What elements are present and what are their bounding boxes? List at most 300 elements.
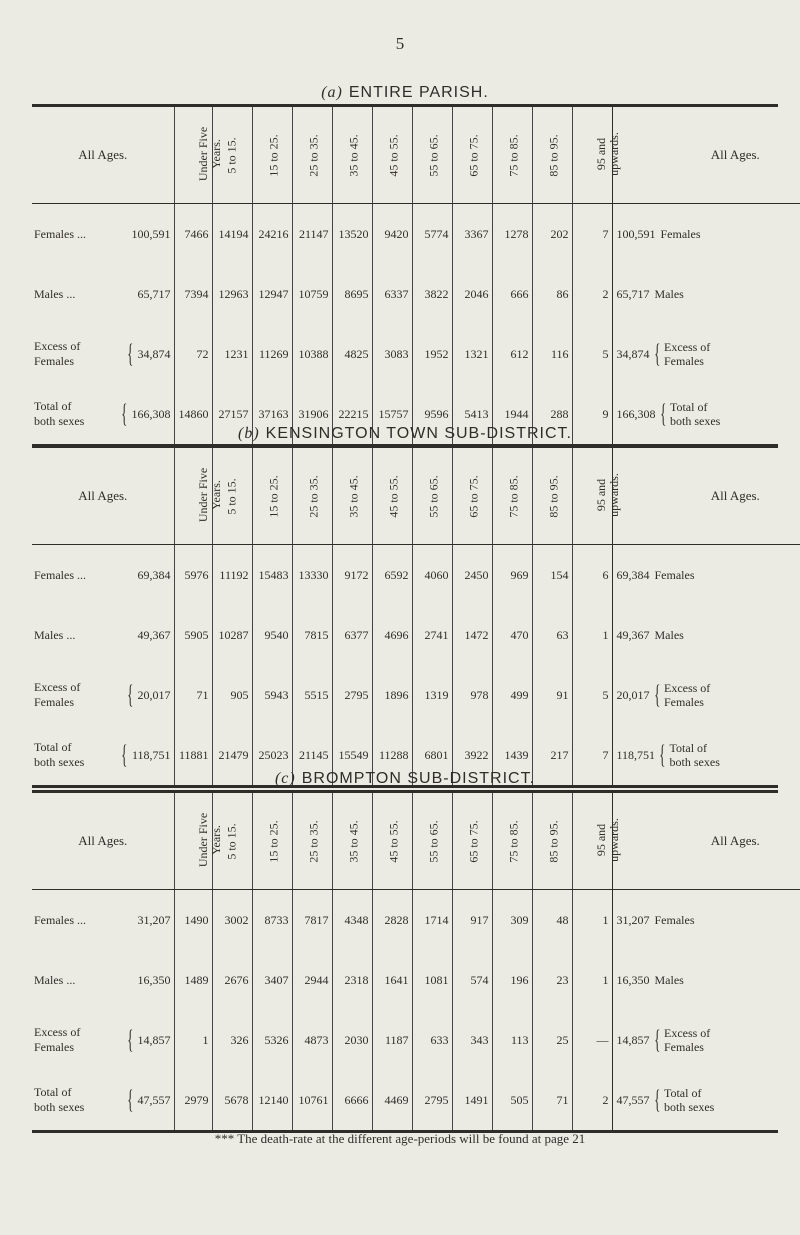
table-cell: 4348 xyxy=(332,890,372,951)
table-cell: 633 xyxy=(412,1010,452,1070)
header-age-label: 5 to 15. xyxy=(224,478,239,515)
row-label-left xyxy=(32,1010,174,1070)
table-cell: 505 xyxy=(492,1070,532,1130)
table-cell: 1490 xyxy=(174,890,212,951)
row-label-right xyxy=(612,264,800,324)
row-label-line: Total of xyxy=(34,399,72,413)
table-cell: 15483 xyxy=(252,545,292,606)
table-cell: 1641 xyxy=(372,950,412,1010)
population-table xyxy=(32,793,800,1130)
header-age-label: 95 and upwards. xyxy=(593,818,621,862)
table-cell: 4825 xyxy=(332,324,372,384)
row-label-right xyxy=(612,1010,800,1070)
row-label-left xyxy=(32,665,174,725)
table-cell: 48 xyxy=(532,890,572,951)
header-age-label: 75 to 85. xyxy=(506,820,521,863)
table-row xyxy=(32,264,800,324)
table-cell: 7815 xyxy=(292,605,332,665)
table-cell: 9420 xyxy=(372,204,412,265)
table-cell: 13520 xyxy=(332,204,372,265)
row-label-line: Total of xyxy=(34,740,72,754)
table-cell: 6801 xyxy=(412,725,452,785)
table-cell: 1319 xyxy=(412,665,452,725)
row-label-line: Females ... xyxy=(34,226,86,241)
header-age-group xyxy=(332,107,372,204)
section-a xyxy=(32,82,778,447)
header-age-group xyxy=(452,793,492,890)
table-cell: 3922 xyxy=(452,725,492,785)
table-row xyxy=(32,665,800,725)
header-age-label: 25 to 35. xyxy=(306,134,321,177)
header-age-group xyxy=(492,107,532,204)
header-age-group xyxy=(372,793,412,890)
table-cell: 12963 xyxy=(212,264,252,324)
row-total-right: 34,874 xyxy=(616,346,650,361)
section-letter: (a) xyxy=(321,84,343,101)
row-total: 16,350 xyxy=(137,972,171,987)
header-age-group xyxy=(492,448,532,545)
table-row xyxy=(32,890,800,951)
header-age-group xyxy=(292,448,332,545)
brace-glyph: { xyxy=(653,339,660,368)
section-title-text: ENTIRE PARISH. xyxy=(348,84,489,101)
table-cell: 666 xyxy=(492,264,532,324)
table-cell: 10388 xyxy=(292,324,332,384)
row-total: 65,717 xyxy=(137,286,171,301)
header-age-label: 55 to 65. xyxy=(426,134,441,177)
table-cell: 6 xyxy=(572,545,612,606)
table-cell: 1896 xyxy=(372,665,412,725)
header-age-group xyxy=(372,107,412,204)
table-cell: 11269 xyxy=(252,324,292,384)
row-label-line: Males xyxy=(654,627,684,642)
row-label-line: Females xyxy=(663,354,704,368)
table-cell: 574 xyxy=(452,950,492,1010)
header-age-group xyxy=(292,107,332,204)
table-cell: 71 xyxy=(532,1070,572,1130)
row-label-line: Females ... xyxy=(34,567,86,582)
table-cell: 309 xyxy=(492,890,532,951)
table-cell: 2046 xyxy=(452,264,492,324)
header-age-group xyxy=(572,107,621,204)
row-total: 20,017 xyxy=(137,687,171,702)
population-table xyxy=(32,448,800,785)
table-row xyxy=(32,605,800,665)
table-cell: 9 xyxy=(572,384,612,444)
table-cell: 6337 xyxy=(372,264,412,324)
row-total: 31,207 xyxy=(137,912,171,927)
header-age-label: 65 to 75. xyxy=(466,820,481,863)
table-cell: 2 xyxy=(572,1070,612,1130)
header-age-label: 15 to 25. xyxy=(266,134,281,177)
table-cell: 1472 xyxy=(452,605,492,665)
table-cell: 969 xyxy=(492,545,532,606)
row-label-right xyxy=(612,890,800,951)
brace-glyph: { xyxy=(653,680,660,709)
header-all-ages-right: All Ages. xyxy=(612,793,800,890)
header-age-label: 25 to 35. xyxy=(306,475,321,518)
header-age-label: 55 to 65. xyxy=(426,475,441,518)
table-cell: 4469 xyxy=(372,1070,412,1130)
header-age-label: 5 to 15. xyxy=(224,137,239,174)
table-cell: 9172 xyxy=(332,545,372,606)
table-cell: 5976 xyxy=(174,545,212,606)
header-age-group xyxy=(332,793,372,890)
table-row xyxy=(32,204,800,265)
row-label-right xyxy=(612,204,800,265)
table-cell: 612 xyxy=(492,324,532,384)
table-cell: 196 xyxy=(492,950,532,1010)
row-label-line: Excess of xyxy=(663,681,711,695)
header-age-group xyxy=(252,107,292,204)
row-total-right: 16,350 xyxy=(616,972,650,987)
table-cell: 1 xyxy=(572,605,612,665)
header-age-group xyxy=(372,448,412,545)
table-cell: 1 xyxy=(572,890,612,951)
table-cell: 21479 xyxy=(212,725,252,785)
row-total: 118,751 xyxy=(131,747,171,762)
table-cell: 8695 xyxy=(332,264,372,324)
table-cell: 470 xyxy=(492,605,532,665)
row-total: 166,308 xyxy=(131,406,171,421)
table-cell: 5 xyxy=(572,324,612,384)
section-title-text: KENSINGTON TOWN SUB-DISTRICT. xyxy=(265,425,572,442)
brace-glyph: { xyxy=(653,1085,660,1114)
table-cell: 3407 xyxy=(252,950,292,1010)
row-total-right: 14,857 xyxy=(616,1032,650,1047)
table-cell: 15549 xyxy=(332,725,372,785)
table-cell: 3822 xyxy=(412,264,452,324)
table-cell: 10759 xyxy=(292,264,332,324)
table-cell: 14860 xyxy=(174,384,212,444)
row-label-left xyxy=(32,890,174,951)
row-label-line: both sexes xyxy=(34,414,85,428)
row-label-line: Males ... xyxy=(34,972,76,987)
header-age-label: 5 to 15. xyxy=(224,823,239,860)
row-label-line: both sexes xyxy=(34,755,85,769)
table-cell: 5 xyxy=(572,665,612,725)
row-label-line: Total of xyxy=(669,741,708,755)
section-letter: (c) xyxy=(274,770,296,787)
brace-glyph: { xyxy=(127,339,134,368)
header-age-label: 75 to 85. xyxy=(506,134,521,177)
row-label-line: Total of xyxy=(663,1086,702,1100)
row-label-left xyxy=(32,204,174,265)
row-label-line: Excess of xyxy=(663,1026,711,1040)
table-cell: — xyxy=(572,1010,612,1070)
table-cell: 1952 xyxy=(412,324,452,384)
table-cell: 3083 xyxy=(372,324,412,384)
table-cell: 1489 xyxy=(174,950,212,1010)
header-age-group xyxy=(174,793,223,890)
row-label-line: Total of xyxy=(34,1085,72,1099)
table-cell: 5774 xyxy=(412,204,452,265)
row-label-line: Excess of xyxy=(663,340,711,354)
table-cell: 3367 xyxy=(452,204,492,265)
table-cell: 63 xyxy=(532,605,572,665)
header-age-group xyxy=(252,448,292,545)
header-age-label: 75 to 85. xyxy=(506,475,521,518)
header-age-label: 85 to 95. xyxy=(546,475,561,518)
row-label-line: Males xyxy=(654,972,684,987)
table-cell: 12947 xyxy=(252,264,292,324)
row-total-right: 31,207 xyxy=(616,912,650,927)
header-age-label: 15 to 25. xyxy=(266,820,281,863)
section-title-text: BROMPTON SUB-DISTRICT. xyxy=(301,770,536,787)
table-cell: 7 xyxy=(572,204,612,265)
table-cell: 2795 xyxy=(412,1070,452,1130)
section-b xyxy=(32,423,778,788)
header-age-label: 45 to 55. xyxy=(386,475,401,518)
table-cell: 7 xyxy=(572,725,612,785)
row-total: 47,557 xyxy=(137,1092,171,1107)
row-total-right: 69,384 xyxy=(616,567,650,582)
header-age-label: 65 to 75. xyxy=(466,134,481,177)
header-age-group xyxy=(412,107,452,204)
table-cell: 5515 xyxy=(292,665,332,725)
table-cell: 154 xyxy=(532,545,572,606)
brace-glyph: { xyxy=(127,1085,134,1114)
table-cell: 5326 xyxy=(252,1010,292,1070)
table-row xyxy=(32,545,800,606)
header-age-label: Under Five Years. xyxy=(195,126,223,182)
table-cell: 4060 xyxy=(412,545,452,606)
section-letter: (b) xyxy=(237,425,260,442)
table-cell: 5678 xyxy=(212,1070,252,1130)
header-age-group xyxy=(412,793,452,890)
table-cell: 2030 xyxy=(332,1010,372,1070)
table-cell: 202 xyxy=(532,204,572,265)
table-cell: 6592 xyxy=(372,545,412,606)
table-cell: 2828 xyxy=(372,890,412,951)
table-cell: 1491 xyxy=(452,1070,492,1130)
table-cell: 217 xyxy=(532,725,572,785)
page-number: 5 xyxy=(395,34,405,53)
header-all-ages-left: All Ages. xyxy=(32,793,174,890)
table-cell: 37163 xyxy=(252,384,292,444)
brace-glyph: { xyxy=(121,740,128,769)
header-age-group xyxy=(492,793,532,890)
table-cell: 2 xyxy=(572,264,612,324)
table-cell: 6377 xyxy=(332,605,372,665)
header-all-ages-right: All Ages. xyxy=(612,448,800,545)
header-age-group xyxy=(452,448,492,545)
row-total-right: 65,717 xyxy=(616,286,650,301)
row-label-line: Males xyxy=(654,286,684,301)
header-all-ages-right: All Ages. xyxy=(612,107,800,204)
brace-glyph: { xyxy=(121,399,128,428)
row-label-line: Females xyxy=(663,695,704,709)
header-age-group xyxy=(532,793,572,890)
table-cell: 5905 xyxy=(174,605,212,665)
header-age-label: 95 and upwards. xyxy=(593,473,621,517)
table-cell: 11881 xyxy=(174,725,212,785)
row-label-line: Excess of xyxy=(34,680,81,694)
row-total: 14,857 xyxy=(137,1032,171,1047)
row-label-line: Females xyxy=(34,354,74,368)
row-label-line: Excess of xyxy=(34,1025,81,1039)
table-cell: 10287 xyxy=(212,605,252,665)
header-all-ages-left: All Ages. xyxy=(32,107,174,204)
row-label-right xyxy=(612,665,800,725)
table-cell: 23 xyxy=(532,950,572,1010)
table-cell: 978 xyxy=(452,665,492,725)
row-label-right xyxy=(612,545,800,606)
row-label-line: Females xyxy=(660,226,701,241)
table-cell: 5413 xyxy=(452,384,492,444)
header-age-label: 55 to 65. xyxy=(426,820,441,863)
table-cell: 1714 xyxy=(412,890,452,951)
header-age-group xyxy=(252,793,292,890)
table-cell: 343 xyxy=(452,1010,492,1070)
row-label-left xyxy=(32,324,174,384)
table-cell: 91 xyxy=(532,665,572,725)
header-age-group xyxy=(412,448,452,545)
row-label-line: Females xyxy=(34,1040,74,1054)
header-age-label: 45 to 55. xyxy=(386,134,401,177)
row-label-line: both sexes xyxy=(34,1100,85,1114)
table-cell: 86 xyxy=(532,264,572,324)
row-label-line: Females xyxy=(654,912,695,927)
table-cell: 1439 xyxy=(492,725,532,785)
header-age-group xyxy=(332,448,372,545)
table-cell: 2676 xyxy=(212,950,252,1010)
row-total: 100,591 xyxy=(131,226,171,241)
table-cell: 72 xyxy=(174,324,212,384)
row-label-left xyxy=(32,264,174,324)
header-age-group xyxy=(532,107,572,204)
table-cell: 15757 xyxy=(372,384,412,444)
header-age-group xyxy=(292,793,332,890)
row-total: 34,874 xyxy=(137,346,171,361)
table-cell: 2450 xyxy=(452,545,492,606)
table-cell: 11192 xyxy=(212,545,252,606)
table-cell: 326 xyxy=(212,1010,252,1070)
table-cell: 21145 xyxy=(292,725,332,785)
header-age-label: 25 to 35. xyxy=(306,820,321,863)
row-label-line: Females xyxy=(663,1040,704,1054)
row-label-left xyxy=(32,950,174,1010)
table-cell: 1944 xyxy=(492,384,532,444)
table-cell: 21147 xyxy=(292,204,332,265)
header-age-label: 95 and upwards. xyxy=(593,132,621,176)
header-age-group xyxy=(572,448,621,545)
header-age-label: 85 to 95. xyxy=(546,820,561,863)
row-label-left xyxy=(32,1070,174,1130)
table-cell: 1 xyxy=(174,1010,212,1070)
table-cell: 2795 xyxy=(332,665,372,725)
table-cell: 25023 xyxy=(252,725,292,785)
table-cell: 24216 xyxy=(252,204,292,265)
row-total-right: 118,751 xyxy=(616,747,656,762)
header-age-label: 35 to 45. xyxy=(346,820,361,863)
table-cell: 905 xyxy=(212,665,252,725)
table-row xyxy=(32,324,800,384)
table-cell: 2741 xyxy=(412,605,452,665)
table-cell: 12140 xyxy=(252,1070,292,1130)
header-age-group xyxy=(572,793,621,890)
table-cell: 499 xyxy=(492,665,532,725)
header-age-label: 35 to 45. xyxy=(346,134,361,177)
table-cell: 71 xyxy=(174,665,212,725)
header-age-label: 65 to 75. xyxy=(466,475,481,518)
row-label-line: both sexes xyxy=(669,755,720,769)
brace-glyph: { xyxy=(127,1025,134,1054)
row-total-right: 166,308 xyxy=(616,406,656,421)
row-total-right: 49,367 xyxy=(616,627,650,642)
table-cell: 7817 xyxy=(292,890,332,951)
row-label-left xyxy=(32,545,174,606)
table-cell: 1081 xyxy=(412,950,452,1010)
table-cell: 22215 xyxy=(332,384,372,444)
table-cell: 1321 xyxy=(452,324,492,384)
header-age-group xyxy=(452,107,492,204)
row-label-line: Males ... xyxy=(34,286,76,301)
row-total: 69,384 xyxy=(137,567,171,582)
section-title xyxy=(32,82,778,104)
table-cell: 6666 xyxy=(332,1070,372,1130)
table-cell: 4696 xyxy=(372,605,412,665)
header-age-group xyxy=(532,448,572,545)
row-label-right xyxy=(612,324,800,384)
population-table xyxy=(32,107,800,444)
row-label-line: both sexes xyxy=(669,414,721,428)
header-age-label: 45 to 55. xyxy=(386,820,401,863)
table-cell: 31906 xyxy=(292,384,332,444)
row-label-line: Females xyxy=(654,567,695,582)
row-total: 49,367 xyxy=(137,627,171,642)
row-label-right xyxy=(612,950,800,1010)
row-label-line: Females ... xyxy=(34,912,86,927)
table-cell: 2979 xyxy=(174,1070,212,1130)
row-label-line: Total of xyxy=(669,400,708,414)
table-row xyxy=(32,1010,800,1070)
table-cell: 13330 xyxy=(292,545,332,606)
table-cell: 5943 xyxy=(252,665,292,725)
header-age-group xyxy=(174,448,223,545)
row-total-right: 100,591 xyxy=(616,226,656,241)
table-cell: 9596 xyxy=(412,384,452,444)
table-cell: 10761 xyxy=(292,1070,332,1130)
table-cell: 116 xyxy=(532,324,572,384)
table-cell: 8733 xyxy=(252,890,292,951)
section-c xyxy=(32,768,778,1133)
table-cell: 3002 xyxy=(212,890,252,951)
row-label-right xyxy=(612,1070,800,1130)
table-cell: 7394 xyxy=(174,264,212,324)
header-age-label: Under Five Years. xyxy=(195,812,223,868)
table-cell: 27157 xyxy=(212,384,252,444)
table-cell: 14194 xyxy=(212,204,252,265)
brace-glyph: { xyxy=(127,680,134,709)
table-row xyxy=(32,950,800,1010)
table-cell: 2318 xyxy=(332,950,372,1010)
table-cell: 1 xyxy=(572,950,612,1010)
table-row xyxy=(32,1070,800,1130)
table-cell: 1187 xyxy=(372,1010,412,1070)
row-label-right xyxy=(612,605,800,665)
header-age-group xyxy=(174,107,223,204)
table-cell: 113 xyxy=(492,1010,532,1070)
table-cell: 4873 xyxy=(292,1010,332,1070)
section-title xyxy=(32,423,778,445)
row-label-left xyxy=(32,605,174,665)
table-cell: 1231 xyxy=(212,324,252,384)
row-label-line: Females xyxy=(34,695,74,709)
header-age-label: 35 to 45. xyxy=(346,475,361,518)
footnote: *** The death-rate at the different age-periods will be found at page 21 xyxy=(214,1131,586,1146)
brace-glyph: { xyxy=(653,1025,660,1054)
